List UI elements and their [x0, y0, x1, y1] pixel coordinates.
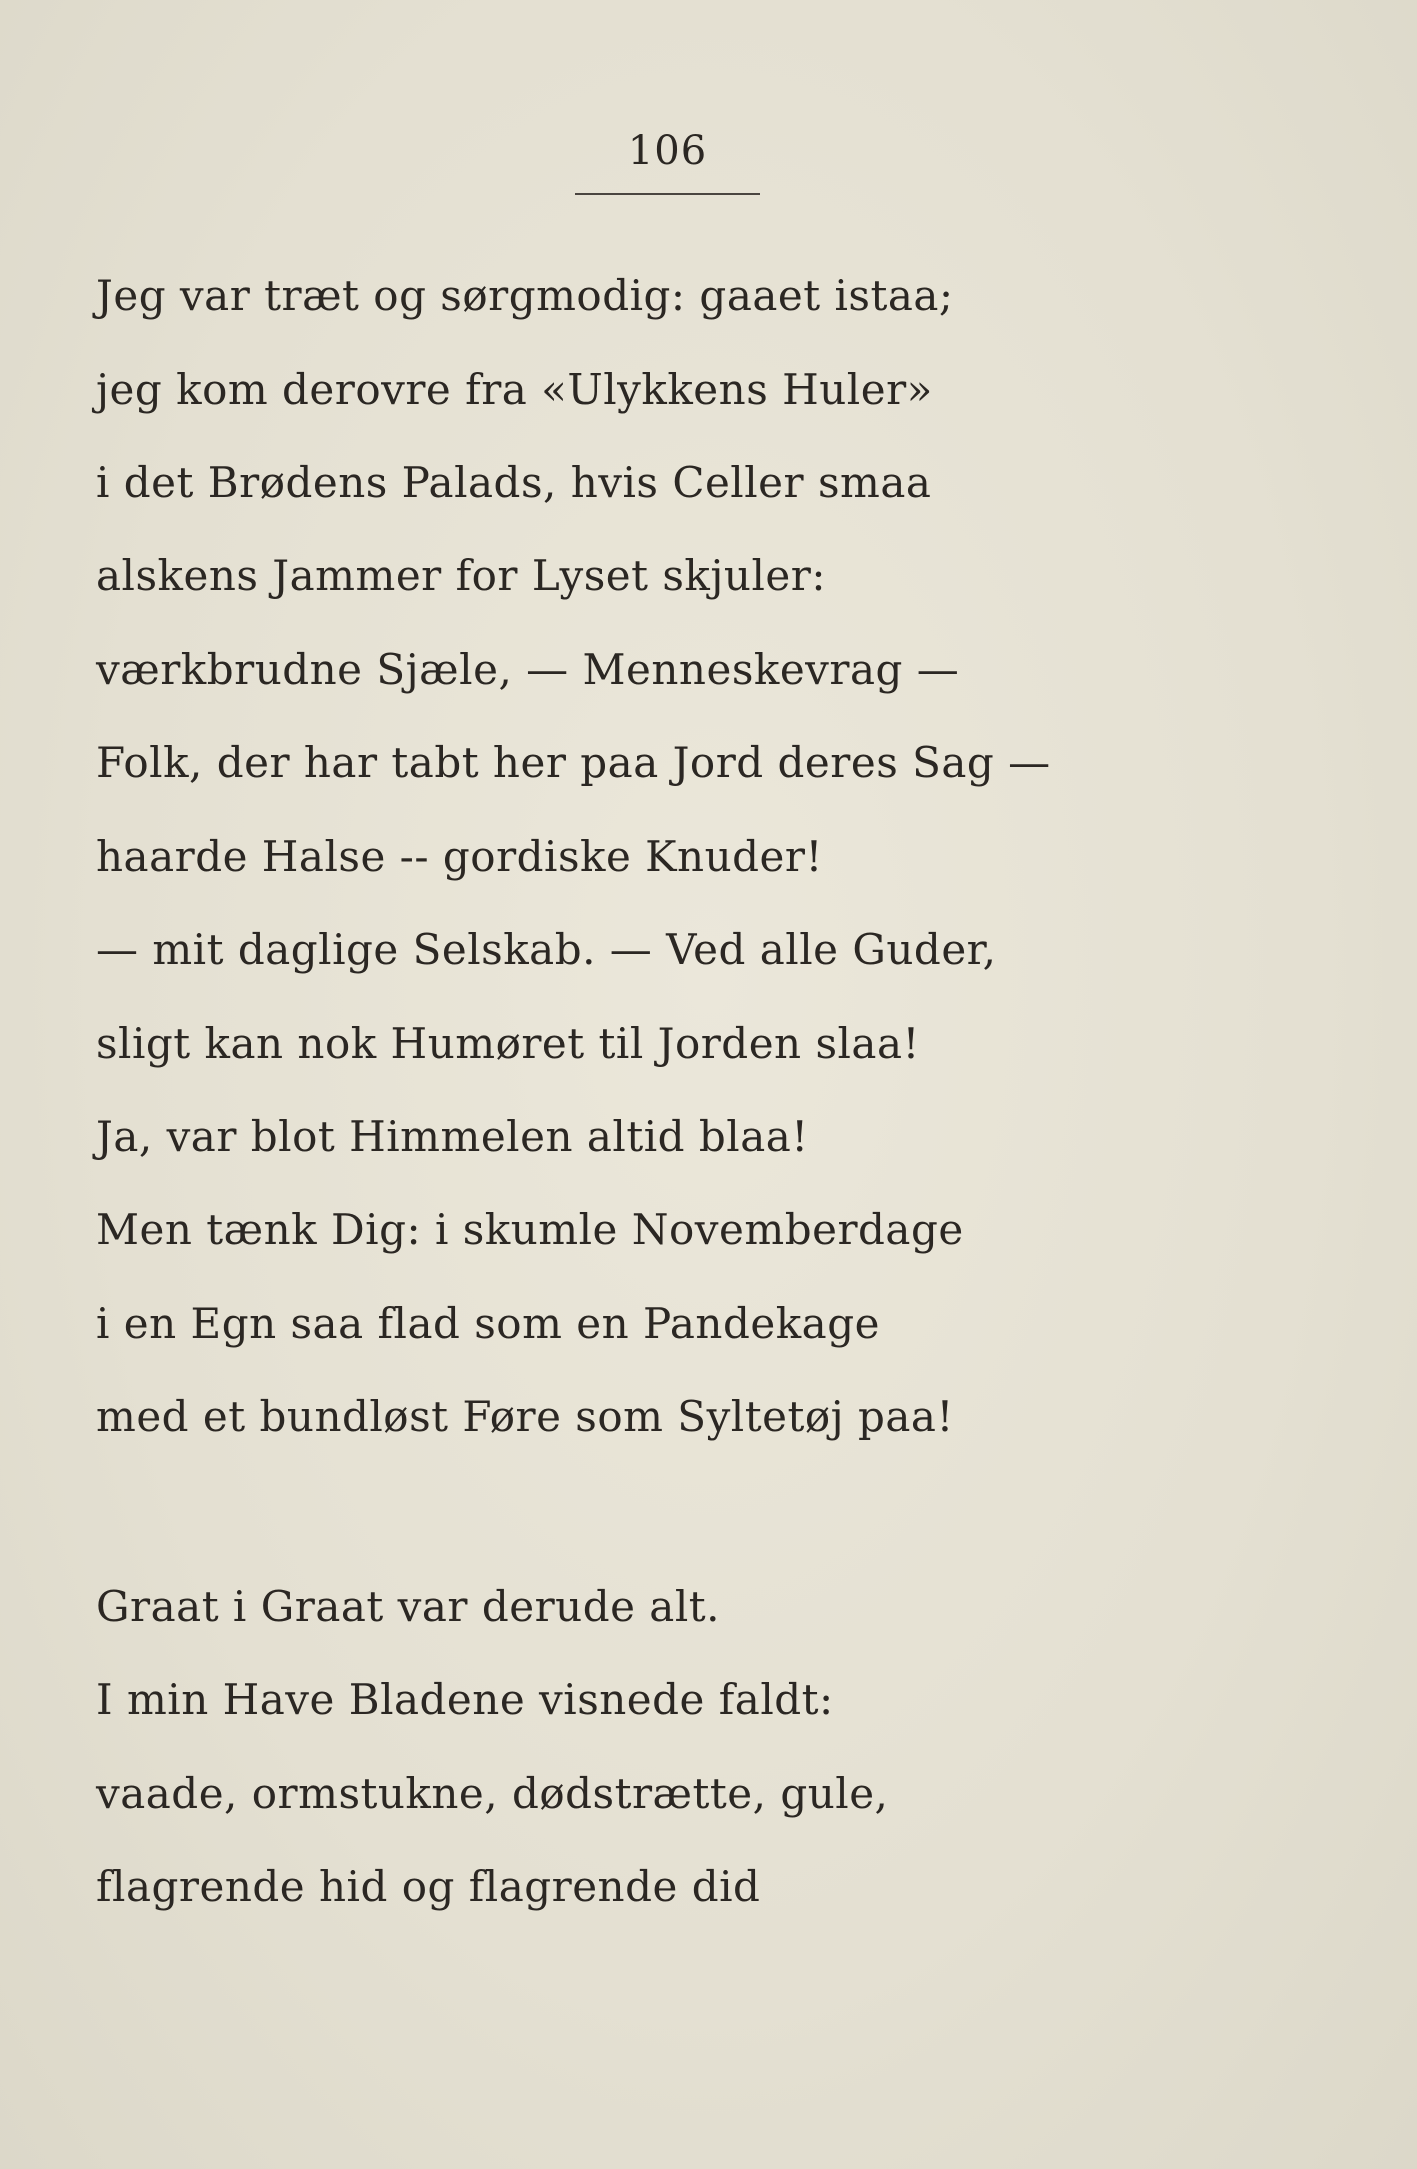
poem-line: vaade, ormstukne, dødstrætte, gule, — [96, 1769, 889, 1818]
poem-line: I min Have Bladene visnede faldt: — [96, 1675, 834, 1724]
poem-line: Men tænk Dig: i skumle Novemberdage — [96, 1205, 964, 1254]
poem-line: sligt kan nok Humøret til Jorden slaa! — [96, 1019, 920, 1068]
poem-line: Jeg var træt og sørgmodig: gaaet istaa; — [96, 271, 954, 320]
poem-line: haarde Halse -- gordiske Knuder! — [96, 832, 823, 881]
poem-line: — mit daglige Selskab. — Ved alle Guder, — [96, 925, 997, 974]
poem-line: flagrende hid og flagrende did — [96, 1862, 761, 1911]
poem-line: jeg kom derovre fra «Ulykkens Huler» — [96, 365, 933, 414]
poem-line: alskens Jammer for Lyset skjuler: — [96, 551, 826, 600]
poem-line: i en Egn saa flad som en Pandekage — [96, 1299, 880, 1348]
poem-line: værkbrudne Sjæle, — Menneskevrag — — [96, 645, 960, 694]
poem-line: Folk, der har tabt her paa Jord deres Sag — — [96, 738, 1051, 787]
poem-line: med et bundløst Føre som Syltetøj paa! — [96, 1392, 954, 1441]
poem-line: Ja, var blot Himmelen altid blaa! — [96, 1112, 809, 1161]
poem-line: Graat i Graat var derude alt. — [96, 1582, 721, 1631]
page-number: 106 — [627, 128, 708, 174]
page-number-rule — [575, 193, 760, 195]
poem-line: i det Brødens Palads, hvis Celler smaa — [96, 458, 932, 507]
